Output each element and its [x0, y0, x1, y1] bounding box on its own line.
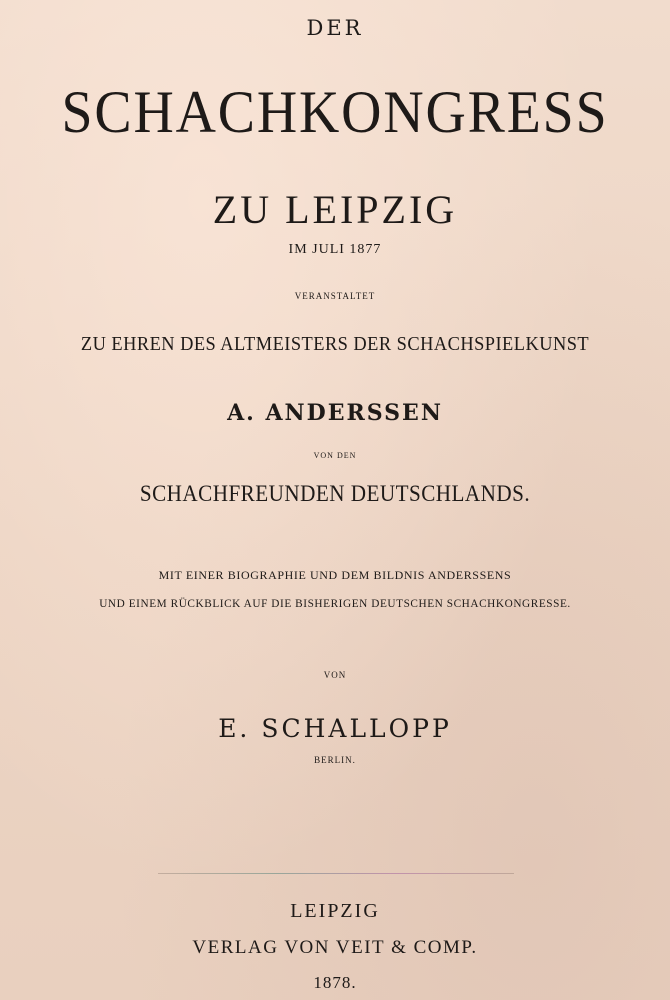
- subtitle-line-1: MIT EINER BIOGRAPHIE UND DEM BILDNIS ANDERSSENS: [158, 568, 512, 582]
- title-article: DER: [306, 16, 364, 40]
- main-title: SCHACHKONGRESS: [61, 79, 609, 145]
- event-date: IM JULI 1877: [288, 242, 382, 257]
- imprint-publisher: VERLAG VON VEIT & COMP.: [192, 937, 478, 958]
- dedication-line: ZU EHREN DES ALTMEISTERS DER SCHACHSPIELKUNST: [80, 333, 590, 355]
- imprint-city: LEIPZIG: [290, 900, 380, 922]
- organized-label: VERANSTALTET: [294, 291, 376, 301]
- imprint-divider: [158, 873, 514, 874]
- author-name: E. SCHALLOPP: [218, 714, 452, 743]
- honoree-name: A. ANDERSSEN: [227, 400, 443, 426]
- location-title: ZU LEIPZIG: [212, 187, 458, 232]
- author-city: BERLIN.: [314, 755, 356, 765]
- imprint-year: 1878.: [313, 973, 357, 992]
- subtitle-line-2: UND EINEM RÜCKBLICK AUF DIE BISHERIGEN DEUTSCHEN SCHACHKONGRESSE.: [99, 596, 571, 610]
- organizers-line: SCHACHFREUNDEN DEUTSCHLANDS.: [139, 481, 531, 506]
- author-label: VON: [323, 670, 347, 680]
- by-label: VON DEN: [313, 451, 357, 460]
